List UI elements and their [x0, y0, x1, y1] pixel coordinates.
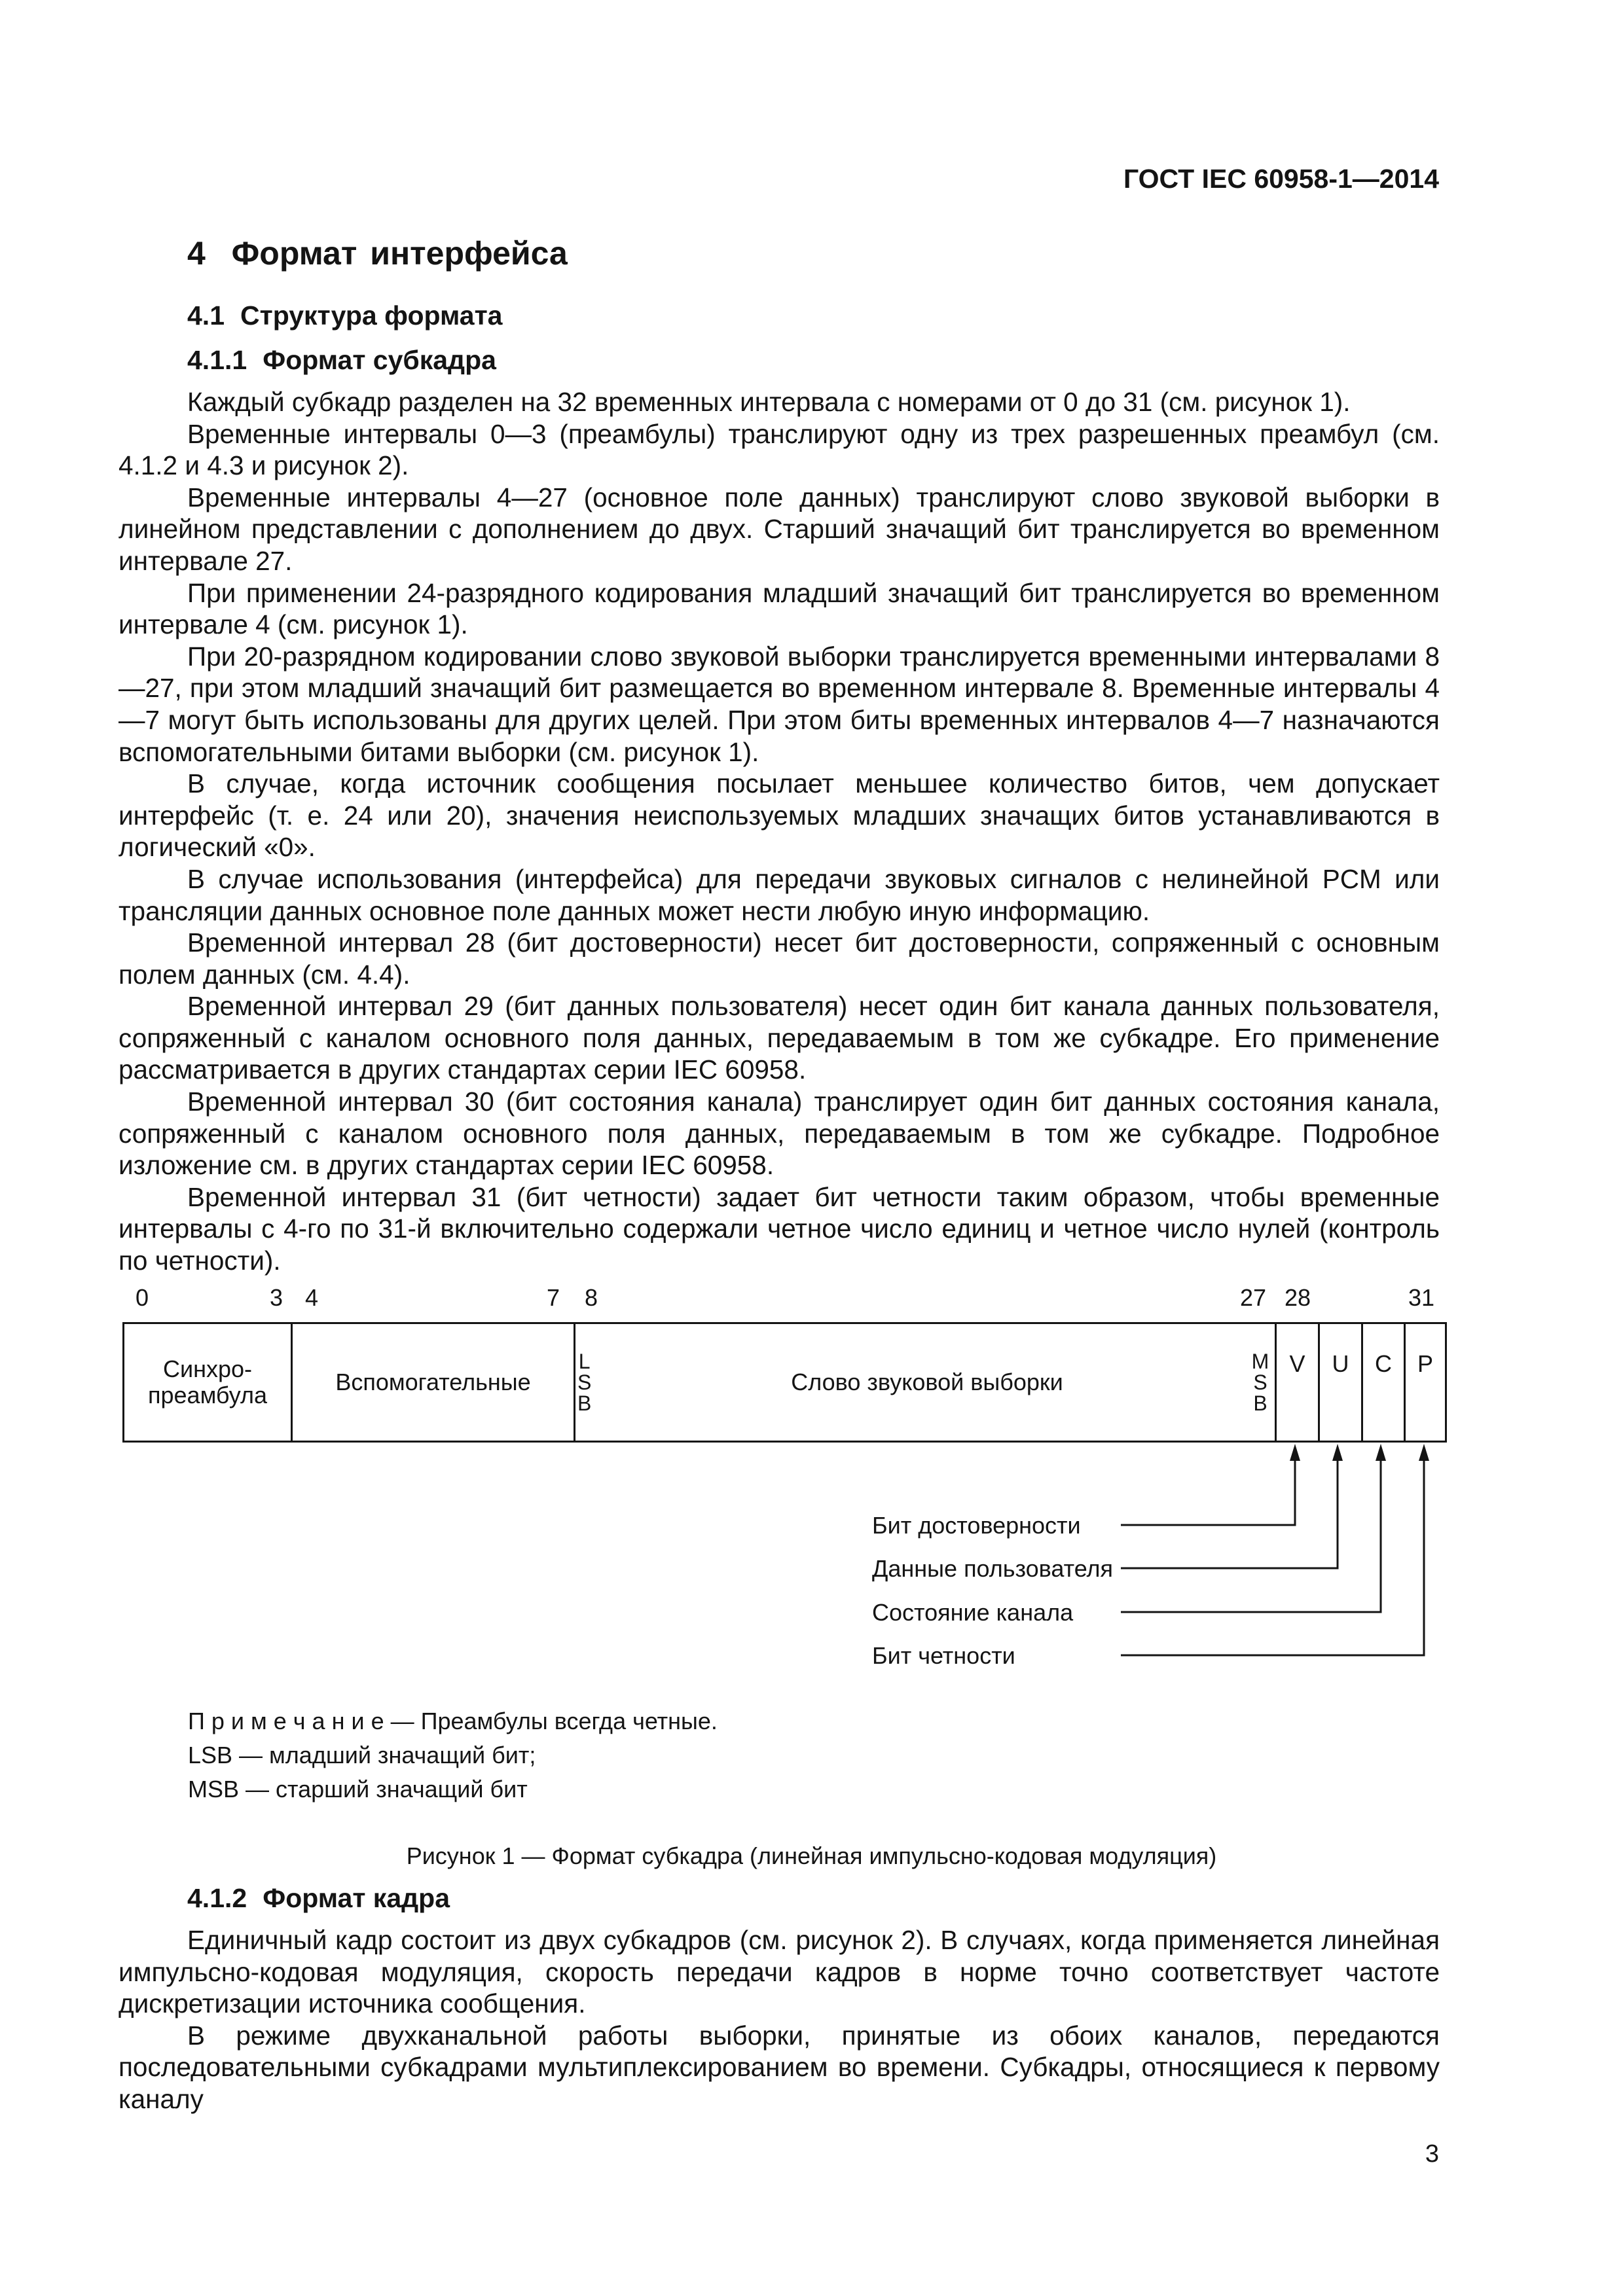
- paragraph: При 20-разрядном кодировании слово звуковой выборки транслируется временными интервалами 8—27, при этом младший значащий бит размещается во временном интервале 8. Временные интервалы 4—7 могут быть использованы для других целей. При этом биты временных интервалов 4—7 назначаются вспомогательными битами выборки (см. рисунок 1).: [119, 641, 1440, 767]
- figure-caption: Рисунок 1 — Формат субкадра (линейная импульсно-кодовая модуляция): [406, 1842, 1217, 1869]
- bit-number-31: 31: [1408, 1284, 1435, 1311]
- arrow-line-validity: [1121, 1454, 1295, 1525]
- msb-letter: S: [1253, 1371, 1267, 1394]
- paragraph: В случае использования (интерфейса) для передачи звуковых сигналов с нелинейной PCM или трансляции данных основное поле данных может нести любую иную информацию.: [119, 863, 1440, 926]
- lsb-letter: B: [577, 1391, 592, 1415]
- page-number: 3: [1425, 2140, 1439, 2168]
- note-label: П р и м е ч а н и е: [188, 1708, 384, 1734]
- subsection-heading-4-1-2: [187, 1878, 1440, 1918]
- subsection-title: Структура формата: [240, 300, 503, 331]
- note-text: — Преамбулы всегда четные.: [384, 1708, 718, 1734]
- section-title: Формат интерфейса: [231, 235, 568, 272]
- paragraph: Временной интервал 30 (бит состояния канала) транслирует один бит данных состояния канала, сопряженный с каналом основного поля данных, передаваемым в том же субкадре. Подробное изложение см. в других стандартах серии IEC 60958.: [119, 1086, 1440, 1181]
- sync-label-line2: преамбула: [148, 1382, 267, 1408]
- arrow-head: [1290, 1444, 1300, 1461]
- arrow-head: [1332, 1444, 1343, 1461]
- aux-label: Вспомогательные: [335, 1369, 531, 1395]
- bit-number-3: 3: [270, 1284, 283, 1311]
- paragraph: Временной интервал 29 (бит данных пользователя) несет один бит канала данных пользователя, сопряженный с каналом основного поля данных, передаваемым в том же субкадре. Его применение рассматривается в других стандартах серии IEC 60958.: [119, 991, 1440, 1085]
- subsection-number: 4.1.1: [187, 345, 247, 375]
- arrow-label-user: Данные пользователя: [872, 1555, 1114, 1582]
- subsection-title: Формат субкадра: [263, 345, 496, 375]
- paragraph: Единичный кадр состоит из двух субкадров (см. рисунок 2). В случаях, когда применяется линейная импульсно-кодовая модуляция, скорость передачи кадров в норме точно соответствует частоте дискретизации источника сообщения.: [119, 1925, 1440, 2019]
- standard-designation: ГОСТ IEC 60958-1—2014: [1123, 164, 1439, 194]
- arrow-head: [1419, 1444, 1429, 1461]
- arrow-line-parity: [1121, 1454, 1424, 1655]
- paragraph: Временной интервал 28 (бит достоверности) несет бит достоверности, сопряженный с основным полем данных (см. 4.4).: [119, 927, 1440, 990]
- subsection-title: Формат кадра: [263, 1883, 450, 1913]
- msb-letter: M: [1251, 1350, 1269, 1373]
- arrow-label-channel: Состояние канала: [872, 1599, 1074, 1626]
- channel-status-label: C: [1375, 1350, 1392, 1377]
- arrow-label-validity: Бит достоверности: [872, 1512, 1081, 1539]
- figure-note: [188, 1708, 718, 1734]
- lsb-letter: L: [578, 1350, 591, 1373]
- subsection-number: 4.1.2: [187, 1883, 247, 1913]
- bit-number-28: 28: [1285, 1284, 1311, 1311]
- arrow-head: [1376, 1444, 1386, 1461]
- subsection-number: 4.1: [187, 300, 225, 331]
- bit-number-0: 0: [136, 1284, 149, 1311]
- paragraph: Временные интервалы 0—3 (преамбулы) транслируют одну из трех разрешенных преамбул (см. 4.1.2 и 4.3 и рисунок 2).: [119, 418, 1440, 481]
- paragraph: В случае, когда источник сообщения посылает меньшее количество битов, чем допускает интерфейс (т. е. 24 или 20), значения неиспользуемых младших значащих битов устанавливаются в логический «0».: [119, 768, 1440, 863]
- arrow-line-channel: [1121, 1454, 1381, 1612]
- parity-label: P: [1417, 1350, 1433, 1377]
- section-number: 4: [187, 235, 206, 272]
- paragraph: Временные интервалы 4—27 (основное поле данных) транслируют слово звуковой выборки в линейном представлении с дополнением до двух. Старший значащий бит транслируется во временном интервале 27.: [119, 482, 1440, 576]
- bit-number-7: 7: [547, 1284, 560, 1311]
- msb-letter: B: [1253, 1391, 1267, 1415]
- paragraph: Каждый субкадр разделен на 32 временных интервала с номерами от 0 до 31 (см. рисунок 1).: [187, 387, 1351, 417]
- arrow-line-user: [1121, 1454, 1338, 1568]
- paragraph: При применении 24-разрядного кодирования младший значащий бит транслируется во временном интервале 4 (см. рисунок 1).: [119, 577, 1440, 640]
- sample-word-label: Слово звуковой выборки: [791, 1369, 1063, 1395]
- paragraph: В режиме двухканальной работы выборки, принятые из обоих каналов, передаются последовательными субкадрами мультиплексированием во времени. Субкадры, относящиеся к первому каналу: [119, 2020, 1440, 2114]
- sync-label-line1: Синхро-: [162, 1355, 253, 1382]
- lower-text: [119, 1878, 1440, 2115]
- bit-number-4: 4: [305, 1284, 319, 1311]
- validity-label: V: [1289, 1350, 1305, 1377]
- lsb-definition: LSB — младший значащий бит;: [188, 1742, 536, 1768]
- msb-definition: MSB — старший значащий бит: [188, 1776, 528, 1803]
- user-label: U: [1332, 1350, 1349, 1377]
- lsb-letter: S: [577, 1371, 592, 1394]
- paragraph: Временной интервал 31 (бит четности) задает бит четности таким образом, чтобы временные интервалы с 4-го по 31-й включительно содержали четное число единиц и четное число нулей (контроль по четности).: [119, 1181, 1440, 1276]
- bit-number-8: 8: [585, 1284, 598, 1311]
- bit-number-27: 27: [1240, 1284, 1267, 1311]
- arrow-label-parity: Бит четности: [872, 1642, 1015, 1669]
